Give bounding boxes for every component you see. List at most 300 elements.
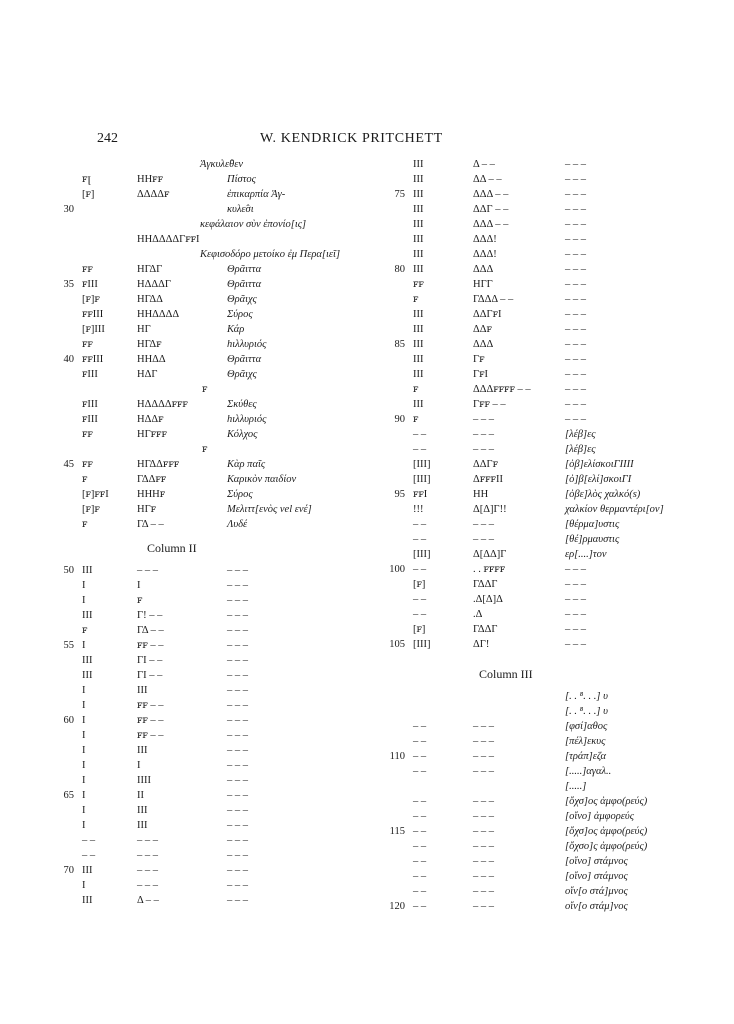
price-value: ꜰ xyxy=(413,294,419,305)
sale-value: – – – xyxy=(137,835,158,846)
line-number: 80 xyxy=(394,264,405,275)
line-number: 90 xyxy=(394,414,405,425)
item-description: [θέρμα]υστις xyxy=(565,519,620,530)
line-row xyxy=(52,322,372,337)
item-description: – – – xyxy=(227,730,248,741)
line-row xyxy=(383,577,683,592)
right-column xyxy=(383,157,683,914)
price-value: III xyxy=(413,234,424,245)
price-value: III xyxy=(413,249,424,260)
line-row xyxy=(383,247,683,262)
line-row xyxy=(52,517,372,532)
line-number: 115 xyxy=(389,826,405,837)
item-description: [ὄχσο]ς ἀμφο(ρεύς) xyxy=(565,841,648,852)
item-description: – – – xyxy=(565,294,586,305)
item-description: – – – xyxy=(565,204,586,215)
line-number: 65 xyxy=(63,790,74,801)
sale-value: ΔΔ – – xyxy=(473,174,502,185)
line-row xyxy=(52,893,372,908)
sale-value: ΓΔΔΓ xyxy=(473,624,498,635)
item-description: – – – xyxy=(227,850,248,861)
item-description: – – – xyxy=(565,564,586,575)
line-row xyxy=(383,487,683,502)
line-row xyxy=(383,637,683,652)
line-row xyxy=(52,653,372,668)
item-description: – – – xyxy=(227,895,248,906)
running-head: W. KENDRICK PRITCHETT xyxy=(260,131,443,146)
item-description: – – – xyxy=(565,279,586,290)
item-description: [ὀ]β[ελί]σκοιΓI xyxy=(565,474,632,485)
line-row xyxy=(52,668,372,683)
price-value: [ꜰ]ꜰ xyxy=(82,504,100,515)
sale-value: HΓΔꜰ xyxy=(137,339,162,350)
item-description: – – – xyxy=(565,624,586,635)
sale-value: HΓꜰ xyxy=(137,504,157,515)
sale-value: .Δ xyxy=(473,609,483,620)
line-row xyxy=(52,743,372,758)
line-row xyxy=(52,878,372,893)
sale-value: ΔΔΔ! xyxy=(473,234,497,245)
line-row xyxy=(52,292,372,307)
price-value: III xyxy=(413,219,424,230)
price-value: ꜰIII xyxy=(82,399,98,410)
sale-value: HΔΓ xyxy=(137,369,158,380)
line-row xyxy=(52,187,372,202)
price-value: – – xyxy=(413,766,427,777)
sale-value: ΔΔΔꜰꜰꜰꜰ – – xyxy=(473,384,531,395)
sale-value: IIII xyxy=(137,775,151,786)
line-row xyxy=(52,638,372,653)
line-row xyxy=(52,442,372,457)
line-row xyxy=(383,232,683,247)
sale-value: – – – xyxy=(473,856,494,867)
item-description: – – – xyxy=(565,264,586,275)
price-value: [ꜰ] xyxy=(413,624,426,635)
sale-value: ΔΓ! xyxy=(473,639,490,650)
sale-value: ΓΔΔΓ xyxy=(473,579,498,590)
line-number: 30 xyxy=(63,204,74,215)
sale-value: HHHꜰ xyxy=(137,489,166,500)
sale-value: HΓΔΓ xyxy=(137,264,163,275)
price-value: [ꜰ]III xyxy=(82,324,105,335)
sale-value: ΔΔΔ – – xyxy=(473,189,509,200)
price-value: III xyxy=(82,610,93,621)
sale-value: – – – xyxy=(473,736,494,747)
line-row xyxy=(383,884,683,899)
sale-value: ꜰꜰ – – xyxy=(137,715,164,726)
item-description: – – – xyxy=(565,414,586,425)
line-row xyxy=(383,157,683,172)
line-row xyxy=(383,382,683,397)
line-row xyxy=(52,202,372,217)
column-iii-heading-label: Column III xyxy=(479,667,533,681)
item-description: – – – xyxy=(227,640,248,651)
price-value: ꜰꜰ xyxy=(413,279,424,290)
price-value: I xyxy=(82,805,86,816)
line-row xyxy=(52,788,372,803)
sale-value: HΔΔΔΓ xyxy=(137,279,171,290)
price-value: – – xyxy=(82,850,96,861)
line-row xyxy=(383,397,683,412)
sale-value: – – – xyxy=(137,865,158,876)
line-row xyxy=(383,719,683,734)
sale-value: – – – xyxy=(473,841,494,852)
sale-value: – – – xyxy=(473,826,494,837)
item-description: – – – xyxy=(565,369,586,380)
line-row xyxy=(383,734,683,749)
sale-value: Δ[ΔΔ]Γ xyxy=(473,549,507,560)
line-row xyxy=(383,839,683,854)
sale-value: ΓΔΔΔ – – xyxy=(473,294,514,305)
sale-value: – – – xyxy=(473,444,494,455)
item-description: – – – xyxy=(227,670,248,681)
item-description: Θρᾶιττα xyxy=(227,279,262,290)
sale-value: – – – xyxy=(473,414,494,425)
item-description: Σκύθες xyxy=(227,399,257,410)
sale-value: HΓΓ xyxy=(473,279,493,290)
sale-value: ΓI – – xyxy=(137,670,163,681)
price-value: – – xyxy=(413,429,427,440)
price-value: ꜰ xyxy=(413,414,419,425)
price-value: – – xyxy=(413,811,427,822)
left-column xyxy=(52,157,372,908)
item-description: – – – xyxy=(565,339,586,350)
price-value: – – xyxy=(82,835,96,846)
item-description: Ἀγκυλε̂θεν xyxy=(200,159,244,170)
line-row xyxy=(383,367,683,382)
line-row xyxy=(52,412,372,427)
price-value: – – xyxy=(413,856,427,867)
item-description: [.....]αγαλ.. xyxy=(565,766,612,777)
item-description: [ὄχσ]ος ἀμφο(ρεύς) xyxy=(565,796,648,807)
line-row xyxy=(52,277,372,292)
line-number: 70 xyxy=(63,865,74,876)
line-row xyxy=(383,899,683,914)
sale-value: – – – xyxy=(137,565,158,576)
line-row xyxy=(383,307,683,322)
price-value: – – xyxy=(413,534,427,545)
sale-value: HΓΔΔ xyxy=(137,294,163,305)
price-value: – – xyxy=(413,609,427,620)
item-description: Κάρ xyxy=(227,324,245,335)
item-description: Σύρος xyxy=(227,309,253,320)
line-row xyxy=(52,247,372,262)
item-description: Καρικὸν παιδίον xyxy=(227,474,297,485)
item-description: Θρᾶιττα xyxy=(227,354,262,365)
price-value: I xyxy=(82,820,86,831)
sale-value: – – – xyxy=(473,796,494,807)
tax-mark: ꜰ xyxy=(202,384,208,395)
tax-mark: ꜰ xyxy=(202,444,208,455)
line-row xyxy=(52,502,372,517)
sale-value: . . ꜰꜰꜰꜰ xyxy=(473,564,506,575)
line-row xyxy=(383,764,683,779)
sale-value: HHΔΔΔΔ xyxy=(137,309,180,320)
item-description: Θρᾶιττα xyxy=(227,264,262,275)
item-description: κυλε̂σι xyxy=(227,204,254,215)
line-row xyxy=(52,773,372,788)
sale-value: – – – xyxy=(473,811,494,822)
line-row xyxy=(52,232,372,247)
line-row xyxy=(383,202,683,217)
line-row xyxy=(383,217,683,232)
price-value: [ꜰ]ꜰ xyxy=(82,294,100,305)
item-description: – – – xyxy=(565,159,586,170)
item-description: ερ[....]τον xyxy=(565,549,607,560)
line-row xyxy=(52,728,372,743)
price-value: !!! xyxy=(413,504,424,515)
price-value: – – xyxy=(413,751,427,762)
line-row xyxy=(383,779,683,794)
line-row xyxy=(52,487,372,502)
item-description: Κεφισοδόρο μετοίκο ἐμ Περα[ιεῖ] xyxy=(200,249,341,260)
sale-value: III xyxy=(137,685,148,696)
item-description: – – – xyxy=(227,835,248,846)
line-number: 45 xyxy=(63,459,74,470)
price-value: III xyxy=(413,339,424,350)
price-value: – – xyxy=(413,519,427,530)
line-row xyxy=(383,322,683,337)
sale-value: HΔΔꜰ xyxy=(137,414,164,425)
line-row xyxy=(383,824,683,839)
item-description: – – – xyxy=(227,760,248,771)
line-number: 95 xyxy=(394,489,405,500)
item-description: – – – xyxy=(565,324,586,335)
item-description: Θρᾶιχς xyxy=(227,369,257,380)
item-description: [ὄχσ]ος ἀμφο(ρεύς) xyxy=(565,826,648,837)
item-description: [οἴνο] στάμνος xyxy=(565,856,628,867)
sale-value: .Δ[Δ]Δ xyxy=(473,594,503,605)
item-description: – – – xyxy=(565,609,586,620)
sale-value: II xyxy=(137,790,144,801)
price-value: I xyxy=(82,685,86,696)
item-description: – – – xyxy=(565,189,586,200)
sale-value: ΓΔ – – xyxy=(137,625,164,636)
item-description: Κὰρ παῖς xyxy=(227,459,266,470)
sale-value: – – – xyxy=(473,429,494,440)
price-value: III xyxy=(413,354,424,365)
price-value: – – xyxy=(413,444,427,455)
price-value: [ꜰ] xyxy=(413,579,426,590)
item-description: hιλλυριός xyxy=(227,414,267,425)
item-description: – – – xyxy=(565,594,586,605)
sale-value: Δ – – xyxy=(137,895,159,906)
sale-value: HHΔΔ xyxy=(137,354,166,365)
price-value: III xyxy=(82,565,93,576)
line-row xyxy=(383,704,683,719)
line-row xyxy=(383,749,683,764)
price-value: I xyxy=(82,580,86,591)
sale-value: ΔΔΔ xyxy=(473,339,494,350)
line-row xyxy=(52,262,372,277)
price-value: – – xyxy=(413,796,427,807)
item-description: – – – xyxy=(227,775,248,786)
item-description: – – – xyxy=(227,655,248,666)
line-row xyxy=(52,623,372,638)
item-description: – – – xyxy=(565,234,586,245)
item-description: Πίστος xyxy=(227,174,256,185)
column-ii-heading xyxy=(52,538,372,559)
sale-value: ΔꜰꜰꜰII xyxy=(473,474,503,485)
line-row xyxy=(383,277,683,292)
item-description: hιλλυριός xyxy=(227,339,267,350)
price-value: [III] xyxy=(413,639,431,650)
sale-value: ΔΔꜰ xyxy=(473,324,492,335)
line-number: 40 xyxy=(63,354,74,365)
item-description: – – – xyxy=(565,309,586,320)
sale-value: HΓΔΔꜰꜰꜰ xyxy=(137,459,180,470)
item-description: χαλκίον θερμαντέρι[ον] xyxy=(565,504,664,515)
line-row xyxy=(383,352,683,367)
item-description: [τράπ]εζα xyxy=(565,751,607,762)
line-row xyxy=(52,803,372,818)
sale-value: ΔΔΓ – – xyxy=(473,204,509,215)
item-description: – – – xyxy=(227,595,248,606)
sale-value: HHꜰꜰ xyxy=(137,174,163,185)
line-row xyxy=(383,442,683,457)
sale-value: ΔΔΔ – – xyxy=(473,219,509,230)
price-value: I xyxy=(82,715,86,726)
price-value: – – xyxy=(413,736,427,747)
item-description: [ὀβε]λὸς χαλκό(s) xyxy=(565,489,641,500)
line-row xyxy=(383,607,683,622)
item-description: – – – xyxy=(227,565,248,576)
line-row xyxy=(52,457,372,472)
sale-value: HH xyxy=(473,489,489,500)
sale-value: III xyxy=(137,820,148,831)
price-value: – – xyxy=(413,721,427,732)
item-description: – – – xyxy=(227,805,248,816)
sale-value: ꜰꜰ – – xyxy=(137,640,164,651)
item-description: – – – xyxy=(227,580,248,591)
item-description: Σύρος xyxy=(227,489,253,500)
price-value: III xyxy=(413,369,424,380)
line-row xyxy=(383,809,683,824)
sale-value: ΓΔΔꜰꜰ xyxy=(137,474,167,485)
price-value: ꜰꜰ xyxy=(82,339,93,350)
line-row xyxy=(52,397,372,412)
price-value: ꜰIII xyxy=(82,279,98,290)
sale-value: – – – xyxy=(473,519,494,530)
price-value: – – xyxy=(413,901,427,912)
sale-value: Γ! – – xyxy=(137,610,163,621)
line-row xyxy=(383,412,683,427)
sale-value: III xyxy=(137,805,148,816)
item-description: οἴν[ο στάμ]νος xyxy=(565,901,628,912)
price-value: I xyxy=(82,700,86,711)
line-row xyxy=(52,593,372,608)
line-number: 105 xyxy=(389,639,405,650)
line-row xyxy=(383,187,683,202)
item-description: [ὀβ]ελίσκοιΓIIII xyxy=(565,459,634,470)
price-value: ꜰIII xyxy=(82,369,98,380)
column-iii-heading xyxy=(383,664,683,685)
sale-value: Γꜰ xyxy=(473,354,485,365)
price-value: [ꜰ]ꜰꜰI xyxy=(82,489,109,500)
price-value: [III] xyxy=(413,474,431,485)
sale-value: ΔΔΔ! xyxy=(473,249,497,260)
sale-value: HΓꜰꜰꜰ xyxy=(137,429,167,440)
item-description: – – – xyxy=(565,384,586,395)
line-row xyxy=(383,457,683,472)
price-value: I xyxy=(82,745,86,756)
line-row xyxy=(383,592,683,607)
price-value: ꜰ xyxy=(82,625,88,636)
item-description: [λέβ]ες xyxy=(565,444,596,455)
item-description: – – – xyxy=(227,745,248,756)
page-number: 242 xyxy=(97,131,118,146)
line-row xyxy=(52,472,372,487)
line-row xyxy=(383,502,683,517)
price-value: III xyxy=(413,324,424,335)
item-description: [. . ⁸. . .] υ xyxy=(565,691,608,702)
price-value: ꜰꜰIII xyxy=(82,309,104,320)
sale-value: ꜰꜰ – – xyxy=(137,730,164,741)
line-row xyxy=(52,367,372,382)
line-row xyxy=(52,683,372,698)
sale-value: – – – xyxy=(137,850,158,861)
price-value: ꜰ xyxy=(413,384,419,395)
sale-value: I xyxy=(137,760,141,771)
sale-value: – – – xyxy=(137,880,158,891)
price-value: III xyxy=(82,655,93,666)
line-row xyxy=(383,854,683,869)
price-value: [ꜰ] xyxy=(82,189,95,200)
sale-value: ΓI – – xyxy=(137,655,163,666)
price-value: ꜰꜰI xyxy=(413,489,428,500)
line-row xyxy=(52,698,372,713)
line-row xyxy=(52,157,372,172)
line-number: 75 xyxy=(394,189,405,200)
line-row xyxy=(383,517,683,532)
item-description: – – – xyxy=(227,700,248,711)
line-row xyxy=(383,794,683,809)
price-value: – – xyxy=(413,886,427,897)
item-description: – – – xyxy=(227,610,248,621)
line-number: 35 xyxy=(63,279,74,290)
line-row xyxy=(52,848,372,863)
item-description: – – – xyxy=(227,790,248,801)
line-row xyxy=(52,337,372,352)
line-number: 85 xyxy=(394,339,405,350)
price-value: III xyxy=(82,865,93,876)
item-description: – – – xyxy=(565,249,586,260)
line-number: 100 xyxy=(389,564,405,575)
item-description: [λέβ]ες xyxy=(565,429,596,440)
price-value: I xyxy=(82,595,86,606)
line-row xyxy=(52,172,372,187)
line-row xyxy=(383,622,683,637)
sale-value: – – – xyxy=(473,766,494,777)
price-value: ꜰꜰ xyxy=(82,459,93,470)
item-description: – – – xyxy=(227,820,248,831)
price-value: ꜰIII xyxy=(82,414,98,425)
sale-value: III xyxy=(137,745,148,756)
line-number: 110 xyxy=(389,751,405,762)
price-value: [III] xyxy=(413,459,431,470)
price-value: I xyxy=(82,760,86,771)
line-row xyxy=(52,608,372,623)
item-description: Μελιττ[ενὸς vel ενέ] xyxy=(227,504,312,515)
line-row xyxy=(383,689,683,704)
sale-value: ΔΔΓꜰI xyxy=(473,309,502,320)
sale-value: – – – xyxy=(473,901,494,912)
item-description: [θέ]ρμαυστις xyxy=(565,534,620,545)
line-row xyxy=(383,472,683,487)
price-value: I xyxy=(82,790,86,801)
price-value: III xyxy=(82,670,93,681)
price-value: ꜰꜰ xyxy=(82,264,93,275)
